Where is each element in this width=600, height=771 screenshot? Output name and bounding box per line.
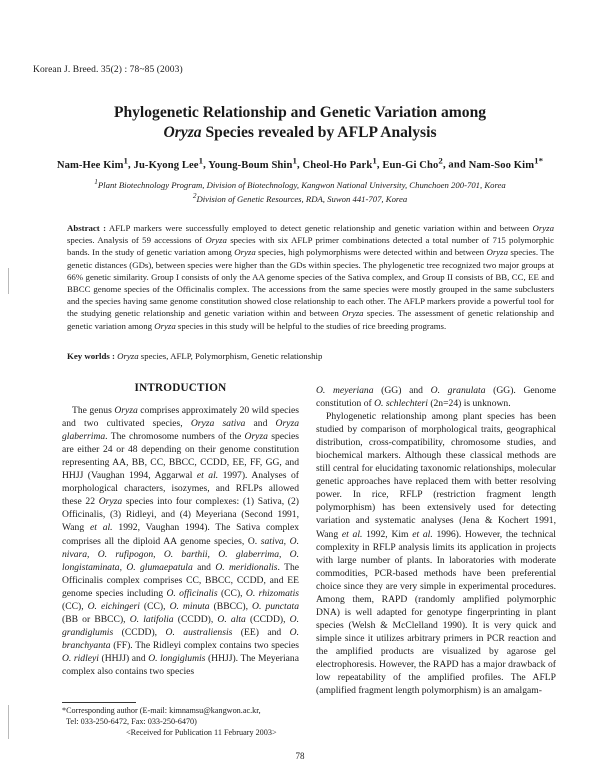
intro-paragraph-1: The genus Oryza comprises approximately 20 wild species and two cultivated species, Oryza sativa and Oryza glaberrima. The chromosome numbers of the Oryza species are either 24 or 48 depending on their genome constitution representing AA, BB, CC, BBCC, CCDD, EE, FF, GG, and HHJJ (Vaughan 1994, Aggarwal et al. 1997). Analyses of morphological characters, isozymes, and RFLPs allowed these 22 Oryza species into four complexes: (1) Sativa, (2) Officinalis, (3) Ridleyi, and (4) Meyeriana (Second 1991, Wang et al. 1992, Vaughan 1994). The Sativa complex comprises all the diploid AA genome species, O. sativa, O. nivara, O. rufipogon, O. barthii, O. glaberrima, O. longistaminata, O. glumaepatula and O. meridionalis. The Officinalis complex comprises CC, BBCC, CCDD, and EE genome species including O. officinalis (CC), O. rhizomatis (CC), O. eichingeri (CC), O. minuta (BBCC), O. punctata (BB or BBCC), O. latifolia (CCDD), O. alta (CCDD), O. grandiglumis (CCDD), O. australiensis (EE) and O. branchyanta (FF). The Ridleyi complex contains two species O. ridleyi (HHJJ) and O. longiglumis (HHJJ). The Meyeriana complex also contains two species (62, 405, 299, 677)
affiliation: $^2$Division of Genetic Resources, RDA, Suwon 441-707, Korea (192, 192, 408, 204)
footnote-rule (62, 702, 136, 703)
title-line-1: Phylogenetic Relationship and Genetic Variation among (113, 104, 487, 121)
title-line-2-rest: Species revealed by AFLP Analysis (201, 124, 437, 141)
footnote-line: *Corresponding author (E-mail: kimnamsu@kangwon.ac.kr, (62, 706, 261, 715)
section-heading: INTRODUCTION (134, 382, 227, 394)
scan-edge-mark (8, 705, 9, 739)
abstract: Abstract : AFLP markers were successfully employed to detect genetic relationship and genetic variation within and between Oryza species. Analysis of 59 accessions of Oryza species with six AFLP primer combinations detected a total number of 715 polymorphic bands. In the study of genetic variation among Oryza species, high polymorphisms were detected within and between Oryza species. The genetic distances (GDs), between species were higher than the GDs within species. The phylogenetic tree recognized two major groups at 66% genetic similarity. Group I consists of only the AA genome species of the Sativa complex, and Group II consists of BB, CC, EE and BBCC genome species of the Officinalis complex. The accessions from the same species were mostly grouped in the same subclusters and the species having same genome constitution showed close relationship to each other. The AFLP markers provide a powerful tool for the studying genetic relationship and genetic variation within and between Oryza species. The assessment of genetic relationship and genetic variation among Oryza species in this study will be helpful to the studies of rice breeding programs. (67, 223, 555, 331)
author: Ju-Kyong Lee$^1$ (133, 155, 204, 171)
intro-paragraph-2: Phylogenetic relationship among plant species has been studied by comparison of morphological traits, geographical distribution, cross-compatibility, chromosome studies, and biochemical markers. Although these classical methods are still central for elucidating taxonomic relationships, molecular genetic approaches have replaced them with better resolving power. In rice, RFLP (restriction fragment length polymorphism) has been extensively used for detecting variation and systematic analyses (Jena & Kochert 1991, Wang et al. 1992, Kim et al. 1996). However, the technical complexity in RFLP analysis limits its application in projects with large number of plants. In laboratories with moderate commodities, PCR-based methods have been preferential choice since they are very simple in experimental procedures. Among them, RAPD (randomly amplified polymorphic DNA) is well adapted for genotype fingerprinting in plant species (Welsh & McClelland 1990). It is very quick and simple since it utilizes arbitrary primers in PCR reaction and the amplified products are visualized by agarose gel electrophoresis. However, the RAPD has a major drawback of low repeatability of the amplified profiles. The AFLP (amplified fragment length polymorphism) is an amalgam- (316, 411, 556, 697)
author: Cheol-Ho Park$^1$ (302, 155, 377, 171)
title-line-2 (40, 123, 560, 143)
paper-title (40, 103, 560, 143)
affiliation: $^1$Plant Biotechnology Program, Division of Biotechnology, Kangwon National University, Chunchoen 200-701, Korea (94, 178, 506, 190)
author: Nam-Hee Kim$^1$ (56, 155, 129, 171)
intro-paragraph-1-continued: O. meyeriana (GG) and O. granulata (GG). Genome constitution of O. schlechteri (2n=24) is unknown. (316, 385, 556, 410)
received-date: <Received for Publication 11 February 2003> (126, 728, 277, 737)
abstract-label: Abstract : (67, 223, 107, 233)
author-list: Nam-Hee Kim$^1$, Ju-Kyong Lee$^1$, Young-Boum Shin$^1$, Cheol-Ho Park$^1$, Eun-Gi Cho$^2$, and Nam-Soo Kim$^{1*}$ (56, 155, 544, 171)
page-number: 78 (295, 751, 305, 761)
footnote (62, 705, 307, 738)
footnote-line: Tel: 033-250-6472, Fax: 033-250-6470) (66, 717, 197, 726)
keywords-label: Key worlds : (67, 351, 115, 361)
title-genus: Oryza (163, 124, 202, 141)
author: Nam-Soo Kim$^{1*}$ (468, 155, 544, 171)
author: Eun-Gi Cho$^2$ (382, 155, 443, 171)
scan-edge-mark (8, 268, 9, 294)
journal-reference: Korean J. Breed. 35(2) : 78~85 (2003) (33, 65, 183, 75)
body-column-right (316, 384, 556, 754)
body-column-left (62, 382, 299, 697)
keywords: Key worlds : Oryza species, AFLP, Polymorphism, Genetic relationship (67, 351, 323, 361)
author: Young-Boum Shin$^1$ (208, 155, 297, 171)
